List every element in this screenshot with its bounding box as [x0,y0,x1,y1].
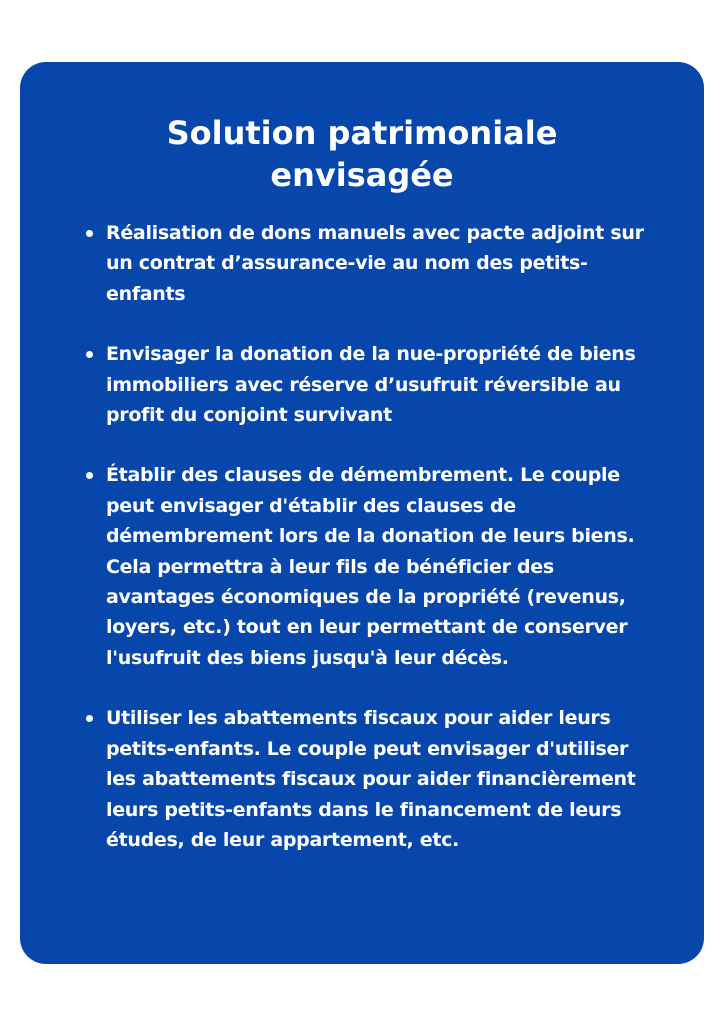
bullet-dot-icon [86,351,93,358]
bullet-dot-icon [86,230,93,237]
list-item-text: Utiliser les abattements fiscaux pour aider leurs petits-enfants. Le couple peut envisager d'utiliser les abattements fiscaux pour aider financièrement leurs petits-enfants dans le financement de leurs études, de leur appartement, etc. [106,707,636,851]
card-title: Solution patrimoniale envisagée [166,114,558,194]
list-item [86,218,660,309]
solution-list [86,218,660,855]
bullet-dot-icon [86,715,93,722]
info-card [20,62,704,964]
list-item [86,460,660,673]
list-item-text: Envisager la donation de la nue-propriété de biens immobiliers avec réserve d’usufruit réversible au profit du conjoint survivant [106,343,636,427]
list-item [86,339,660,430]
list-item-text: Réalisation de dons manuels avec pacte adjoint sur un contrat d’assurance-vie au nom des petits-enfants [106,222,644,305]
bullet-dot-icon [86,472,93,479]
list-item-text: Établir des clauses de démembrement. Le couple peut envisager d'établir des clauses de démembrement lors de la donation de leurs biens. Cela permettra à leur fils de bénéficier des avantages économiques de la propriété (revenus, loyers, etc.) tout en leur permettant de conserver l'usufruit des biens jusqu'à leur décès. [106,464,635,669]
list-item [86,703,660,855]
